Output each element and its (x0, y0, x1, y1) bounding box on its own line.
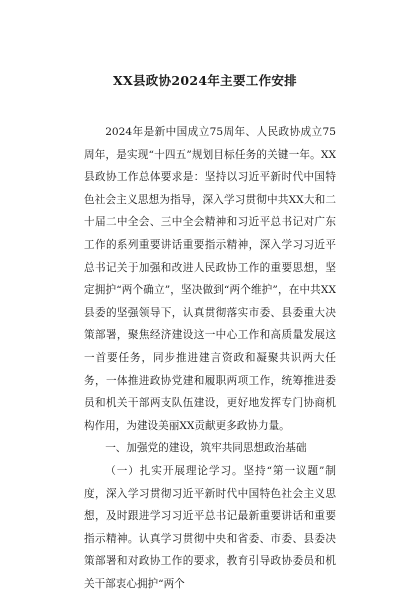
document-body (84, 121, 336, 595)
subsection-paragraph: （一）扎实开展理论学习。坚持“第一议题”制度，深入学习贯彻习近平新时代中国特色社会主义思想，及时跟进学习习近平总书记最新重要讲话和重要指示精神。认真学习贯彻中央和省委、市委、县委决策部署和对政协工作的要求，教育引导政协委员和机关干部衷心拥护“两个 (84, 464, 336, 590)
document-title: XX县政协2024年主要工作安排 (113, 73, 297, 88)
intro-paragraph: 2024年是新中国成立75周年、人民政协成立75周年，是实现“十四五”规划目标任务的关键一年。XX县政协工作总体要求是：坚持以习近平新时代中国特色社会主义思想为指导，深入学习贯彻中共XX大和二十届二中全会、三中全会精神和习近平总书记对广东工作的系列重要讲话重要指示精神，深入学习习近平总书记关于加强和改进人民政协工作的重要思想，坚定拥护“两个确立”，坚决做到“两个维护”，在中共XX县委的坚强领导下，认真贯彻落实市委、县委重大决策部署，聚焦经济建设这一中心工作和高质量发展这一首要任务，同步推进建言资政和凝聚共识两大任务，一体推进政协党建和履职两项工作，统筹推进委员和机关干部两支队伍建设，更好地发挥专门协商机构作用，为建设美丽XX贡献更多政协力量。 (84, 126, 336, 432)
section-heading: 一、加强党的建设，筑牢共同思想政治基础 (105, 442, 307, 455)
